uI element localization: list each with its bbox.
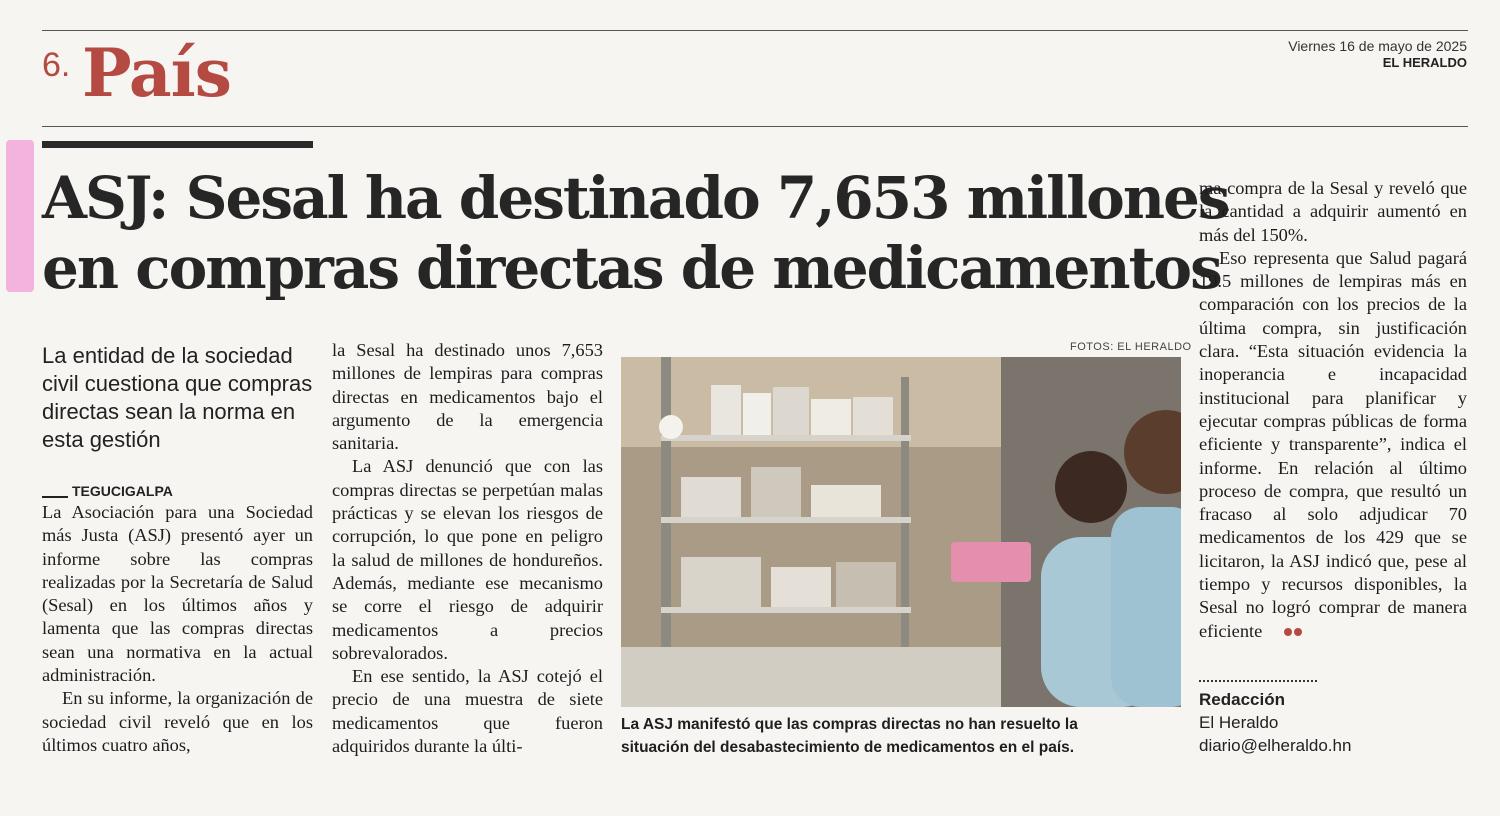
dateline-rule — [42, 496, 68, 498]
body-paragraph — [1199, 247, 1467, 643]
dateline: TEGUCIGALPA — [72, 483, 173, 499]
headline-bar — [42, 141, 313, 148]
body-paragraph: ma compra de la Sesal y reveló que la cantidad a adquirir aumentó en más del 150%. — [1199, 178, 1467, 245]
body-column-3 — [1199, 177, 1467, 643]
caption-line-1: La ASJ manifestó que las compras directas no han resuelto la — [621, 716, 1078, 733]
body-column-2 — [332, 339, 603, 758]
body-paragraph: En ese sentido, la ASJ cotejó el precio de una muestra de siete medicamentos que fueron adquiridos durante la últi- — [332, 666, 603, 757]
caption-line-2: situación del desabastecimiento de medicamentos en el país. — [621, 739, 1075, 756]
headline-line-1: ASJ: Sesal ha destinado 7,653 millones — [42, 164, 1229, 232]
newspaper-name: EL HERALDO — [1382, 55, 1467, 70]
body-paragraph: la Sesal ha destinado unos 7,653 millones de lempiras para compras directas en medicamentos bajo el argumento de la emergencia sanitaria. — [332, 340, 603, 454]
end-mark-icon — [1262, 620, 1302, 643]
deck: La entidad de la sociedad civil cuestiona que compras directas sean la norma en esta gestión — [42, 343, 313, 452]
photo-credit: FOTOS: EL HERALDO — [1070, 341, 1192, 353]
top-rule — [42, 30, 1468, 31]
body-paragraph-text: Eso representa que Salud pagará 19.5 millones de lempiras más en comparación con los precios de la última compra, sin justificación clara. “Esta situación evidencia la inoperancia e incapacidad institucional para planificar y ejecutar compras públicas de forma eficiente y transparente”, indica el informe. En relación al último proceso de compra, que resultó un fracaso al solo adjudicar 70 medicamentos de los 429 que se licitaron, la ASJ indicó que, pese al tiempo y recursos disponibles, la Sesal no logró comprar de manera eficiente — [1199, 247, 1467, 641]
page-number: 6. — [42, 46, 71, 84]
byline-name: El Heraldo — [1199, 713, 1279, 732]
body-paragraph: La Asociación para una Sociedad más Justa (ASJ) presentó ayer un informe sobre las compras realizadas por la Secretaría de Salud (Sesal) en los últimos años y lamenta que las compras directas sean una normativa en la actual administración. — [42, 502, 313, 686]
section-title: País — [82, 34, 231, 112]
byline-role: Redacción — [1199, 690, 1285, 709]
body-paragraph: La ASJ denunció que con las compras directas se perpetúan malas prácticas y se elevan los riesgos de corrupción, lo que pone en peligro la salud de millones de hondureños. Además, mediante ese mecanismo se corre el riesgo de adquirir medicamentos a precios sobrevalorados. — [332, 456, 603, 663]
issue-date: Viernes 16 de mayo de 2025 — [1288, 38, 1467, 54]
byline-email: diario@elheraldo.hn — [1199, 736, 1352, 755]
byline-separator — [1199, 680, 1317, 682]
pharmacy-photo-illustration — [621, 357, 1181, 707]
header-rule — [42, 126, 1468, 127]
headline — [42, 163, 1229, 303]
photo-caption — [621, 713, 1201, 759]
article-photo — [621, 357, 1181, 707]
body-paragraph: En su informe, la organización de sociedad civil reveló que en los últimos cuatro años, — [42, 688, 313, 755]
headline-line-2: en compras directas de medicamentos — [42, 234, 1221, 302]
body-column-1 — [42, 501, 313, 757]
highlighter-mark — [6, 140, 34, 292]
